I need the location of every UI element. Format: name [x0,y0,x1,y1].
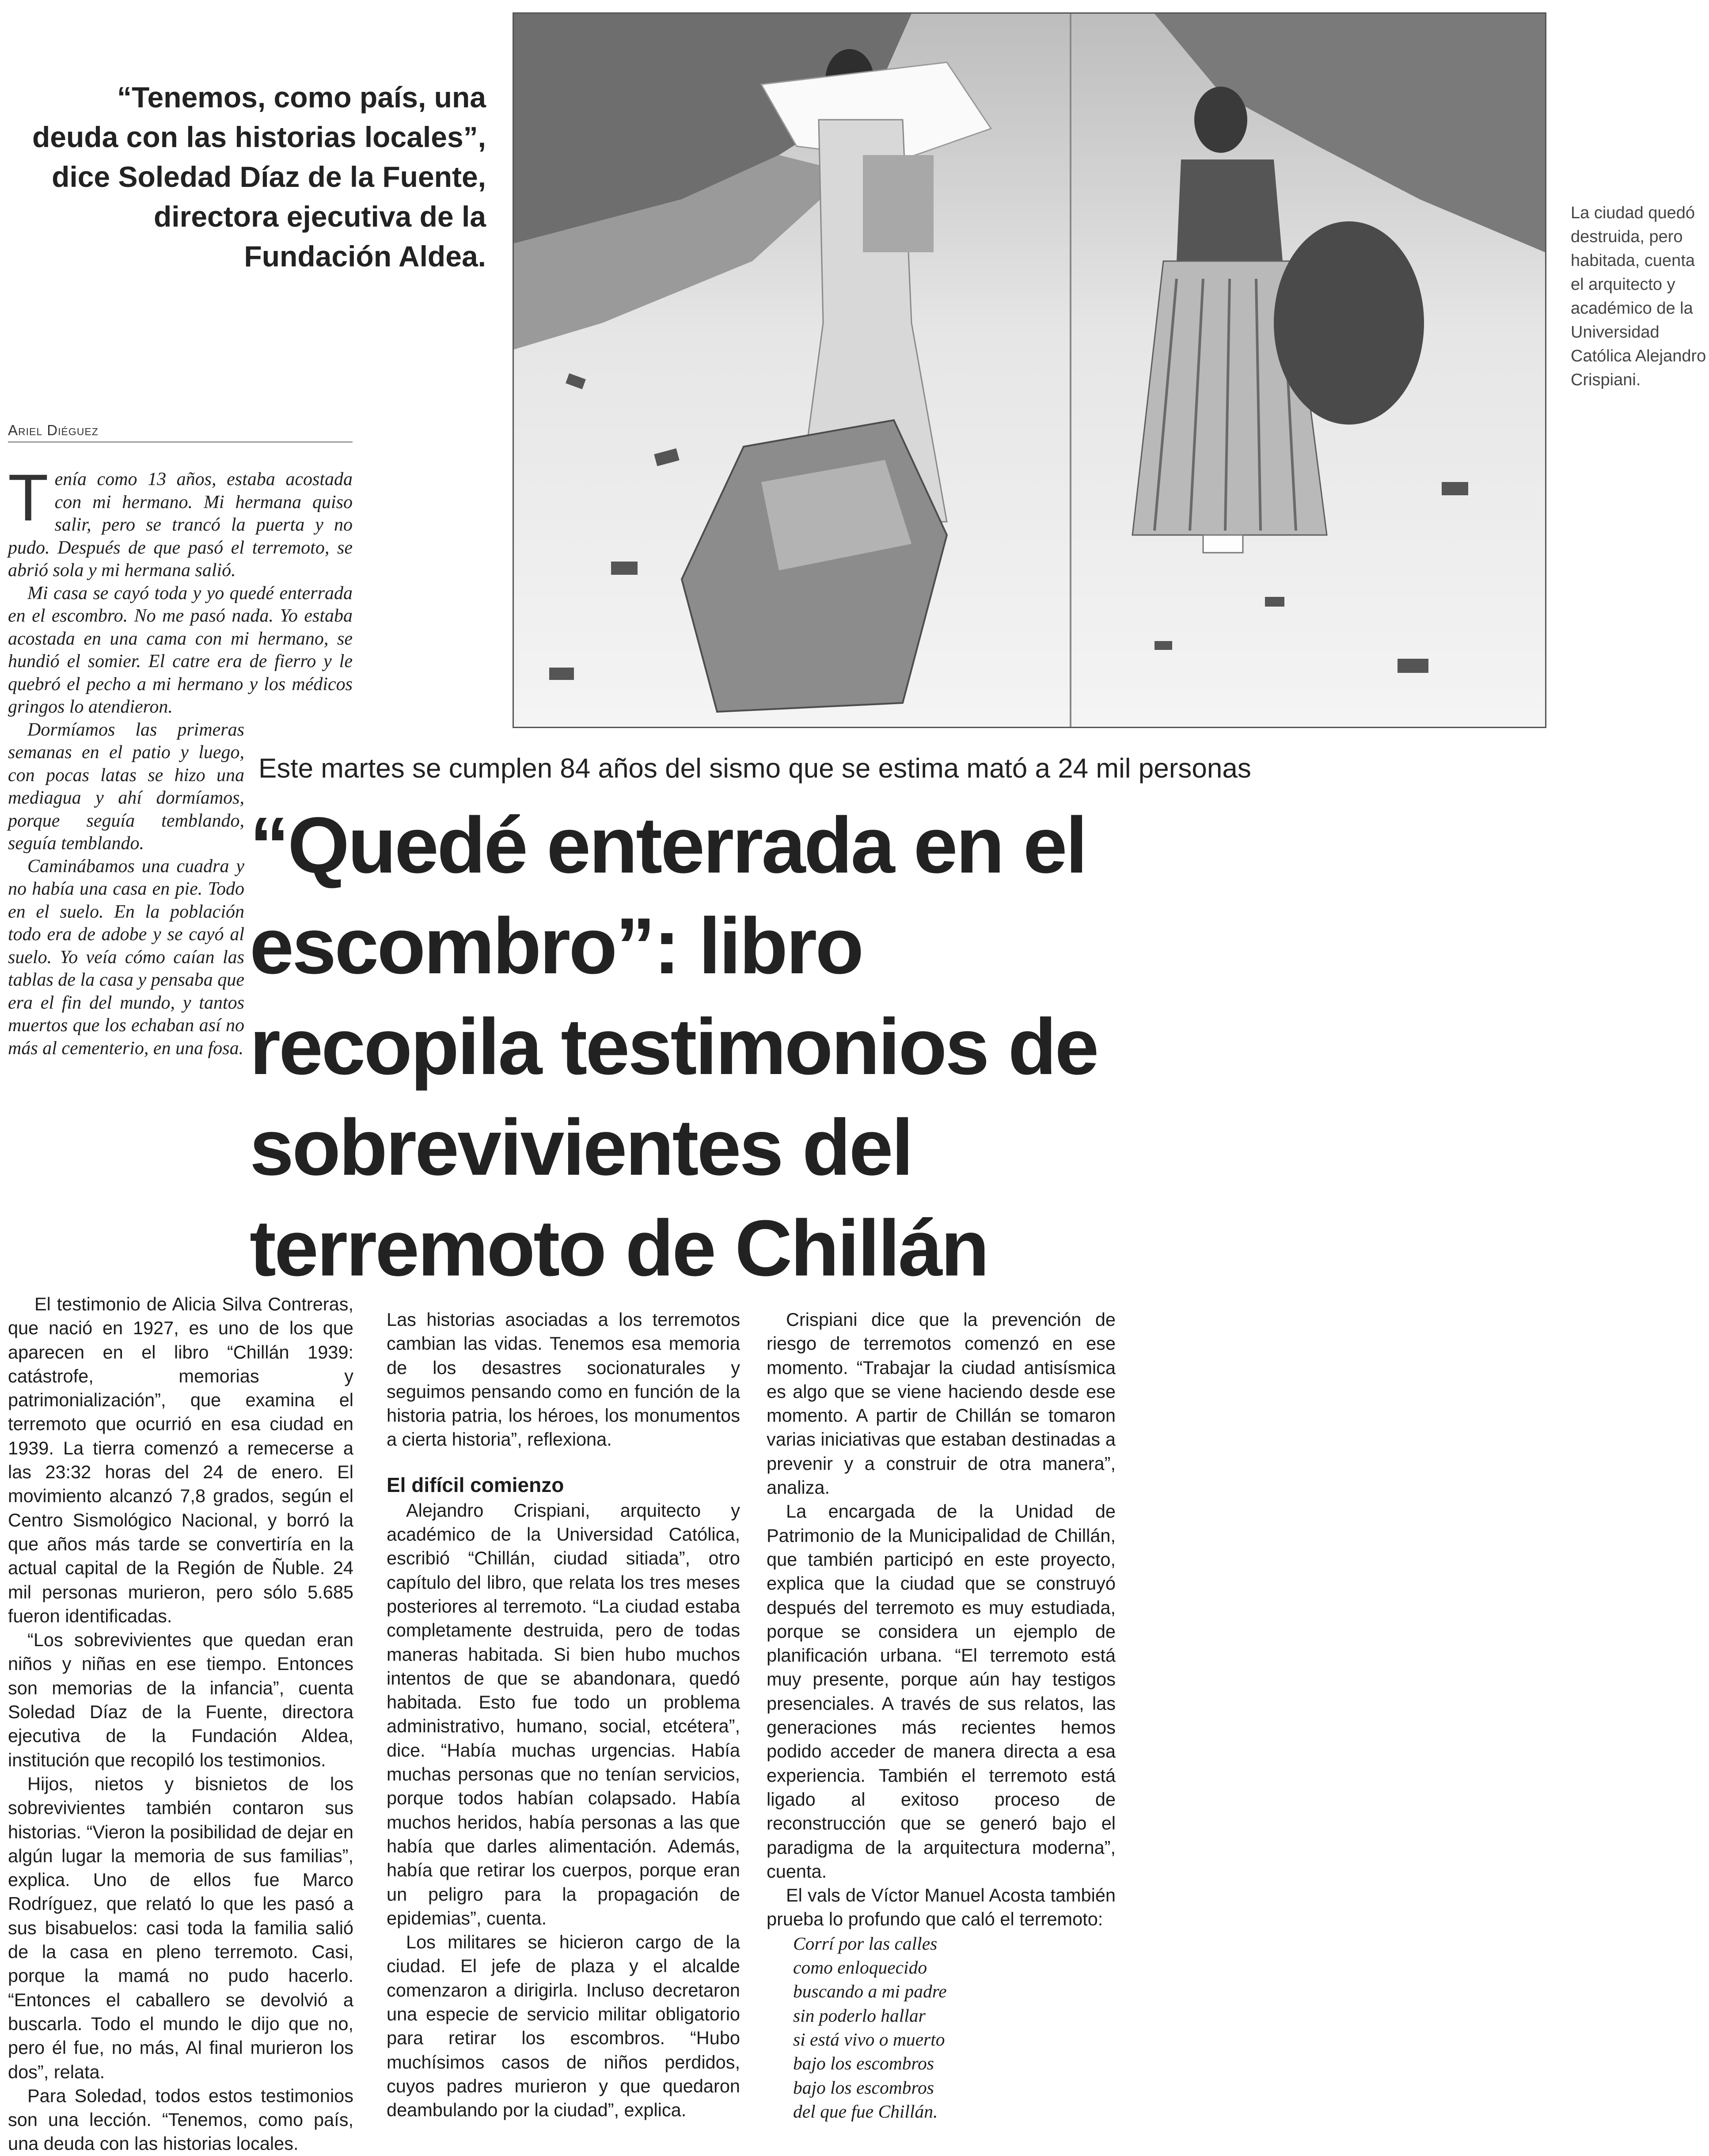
testimony-paragraph: Caminábamos una cuadra y no había una casa en pie. Todo en el suelo. En la población todo era de adobe y se cayó al suelo. Yo veía cómo caían las tablas de la casa y pensaba que era el fin del mundo, y tantos muertos que los echaban así no más al cementerio, en una fosa. [8,856,244,1059]
poem-line: como enloquecido [793,1957,927,1978]
drop-cap: T [8,460,49,535]
testimony-paragraph: Dormíamos las primeras semanas en el patio y luego, con pocas latas se hizo una mediagua y ahí dormíamos, porque seguía temblando, seguía temblando. [8,719,244,854]
article-column-1 [8,1292,353,2156]
byline: Ariel Diéguez [8,422,353,443]
body-paragraph: La encargada de la Unidad de Patrimonio de la Municipalidad de Chillán, que también participó en este proyecto, explica que la ciudad que se construyó después del terremoto es muy estudiada, porque se considera un ejemplo de planificación urbana. “El terremoto está muy presente, porque aún hay testigos presenciales. A través de sus relatos, las generaciones más recientes hemos podido acceder de manera directa a esa experiencia. También el terremoto está ligado al exitoso proceso de reconstrucción que se generó bajo el paradigma de la arquitectura moderna”, cuenta. [767,1501,1116,1882]
body-paragraph: Para Soledad, todos estos testimonios son una lección. “Tenemos, como país, una deuda con las historias locales. [8,2085,353,2154]
earthquake-photo [513,12,1546,728]
testimony-text: enía como 13 años, estaba acostada con mi hermano. Mi hermana quiso salir, pero se trancó la puerta y no pudo. Después de que pasó el terremoto, se abrió sola y mi hermana salió. [8,469,353,581]
testimony-narrow [8,719,244,1060]
headline: “Quedé enterrada en el escombro”: libro recopila testimonios de sobrevivientes del terremoto de Chillán [250,801,1098,1293]
poem-line: sin poderlo hallar [793,2005,926,2026]
article-column-3 [767,1308,1116,2123]
testimony-paragraph: Mi casa se cayó toda y yo quedé enterrada en el escombro. No me pasó nada. Yo estaba acostada en una cama con mi hermano, se hundió el somier. El catre era de fierro y le quebró el pecho a mi hermano y los médicos gringos lo atendieron. [8,583,353,717]
article-column-2 [387,1308,740,2122]
poem-line: si está vivo o muerto [793,2029,945,2050]
poem-line: bajo los escombros [793,2077,934,2098]
body-paragraph: Alejandro Crispiani, arquitecto y académico de la Universidad Católica, escribió “Chillán, ciudad sitiada”, otro capítulo del libro, que relata los tres meses posteriores al terremoto. “La ciudad estaba completamente destruida, pero de todas maneras habitada. Si bien hubo muchos intentos de que se abandonara, quedó habitada. Esto fue todo un problema administrativo, humano, social, etcétera”, dice. “Había muchas urgencias. Había muchas personas que no tenían servicios, porque todos habían colapsado. Había muchos heridos, había personas a las que había que darles alimentación. Además, había que retirar los cuerpos, porque eran un peligro para la propagación de epidemias”, cuenta. [387,1499,740,1928]
body-paragraph: “Los sobrevivientes que quedan eran niños y niñas en ese tiempo. Entonces son memorias de la infancia”, cuenta Soledad Díaz de la Fuente, directora ejecutiva de la Fundación Aldea, institución que recopiló los testimonios. [8,1629,353,1770]
poem-line: del que fue Chillán. [793,2101,938,2122]
body-paragraph: Crispiani dice que la prevención de riesgo de terremotos comenzó en ese momento. “Trabajar la ciudad antisísmica es algo que se viene haciendo desde ese momento. A partir de Chillán se tomaron varias iniciativas que estaban destinadas a prevenir y a construir de otra manera”, analiza. [767,1309,1116,1498]
body-paragraph: El vals de Víctor Manuel Acosta también prueba lo profundo que caló el terremoto: [767,1885,1116,1930]
subheading: El difícil comienzo [387,1473,564,1496]
body-paragraph: El testimonio de Alicia Silva Contreras, que nació en 1927, es uno de los que aparecen en el libro “Chillán 1939: catástrofe, memorias y patrimonialización”, que examina el terremoto que ocurrió en esa ciudad en 1939. La tierra comenzó a remecerse a las 23:32 horas del 24 de enero. El movimiento alcanzó 7,8 grados, según el Centro Sismológico Nacional, y borró la que años más tarde se convertiría en la actual capital de la Región de Ñuble. 24 mil personas murieron, pero sólo 5.685 fueron identificadas. [8,1294,353,1626]
poem-line: bajo los escombros [793,2053,934,2074]
photo-caption: La ciudad quedó destruida, pero habitada, cuenta el arquitecto y académico de la Universidad Católica Alejandro Crispiani. [1571,204,1706,389]
poem-line: Corrí por las calles [793,1933,938,1954]
photo-illustration [514,14,1545,727]
pull-quote: “Tenemos, como país, una deuda con las historias locales”, dice Soledad Díaz de la Fuente, directora ejecutiva de la Fundación Aldea. [32,81,486,273]
testimony-paragraph [8,460,353,582]
body-paragraph: Hijos, nietos y bisnietos de los sobrevivientes también contaron sus historias. “Vieron la posibilidad de dejar en algún lugar la memoria de sus familias”, explica. Uno de ellos fue Marco Rodríguez, que relató lo que les pasó a sus bisabuelos: casi toda la familia salió de la casa en pleno terremoto. Casi, porque la mamá no pudo hacerlo. “Entonces el caballero se devolvió a buscarla. Todo el mundo le dijo que no, pero él fue, no más, Al final murieron los dos”, relata. [8,1773,353,2082]
poem-line: buscando a mi padre [793,1981,947,2002]
kicker: Este martes se cumplen 84 años del sismo que se estima mató a 24 mil personas [258,753,1251,784]
body-paragraph: Las historias asociadas a los terremotos cambian las vidas. Tenemos esa memoria de los desastres socionaturales y seguimos pensando como en función de la historia patria, los héroes, los monumentos a cierta historia”, reflexiona. [387,1309,740,1450]
body-paragraph: Los militares se hicieron cargo de la ciudad. El jefe de plaza y el alcalde comenzaron a dirigirla. Incluso decretaron una especie de servicio militar obligatorio para retirar los escombros. “Hubo muchísimos casos de niños perdidos, cuyos padres murieron y que quedaron deambulando por la ciudad”, explica. [387,1932,740,2121]
